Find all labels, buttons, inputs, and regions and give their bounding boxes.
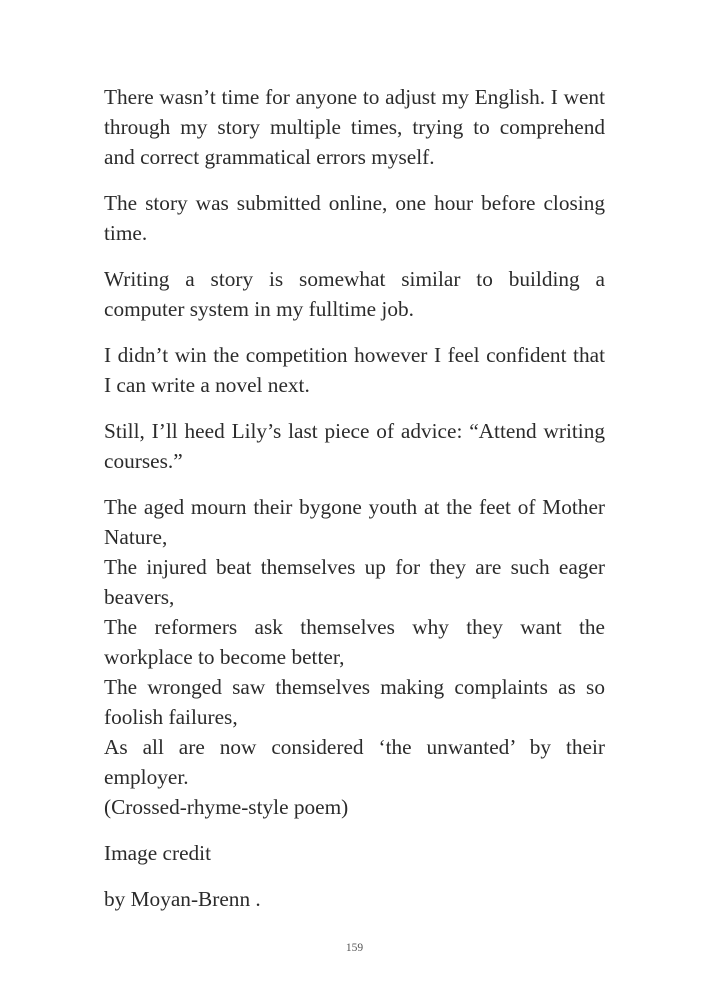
image-credit-label: Image credit	[104, 841, 212, 865]
poem-line: The wronged saw themselves making complaints as so foolish failures,	[104, 675, 605, 729]
poem-line: As all are now considered ‘the unwanted’ by their employer.	[104, 735, 605, 789]
poem-line: The reformers ask themselves why they want the workplace to become better,	[104, 615, 605, 669]
paragraph-english-editing: There wasn’t time for anyone to adjust my English. I went through my story multiple times, trying to comprehend and correct grammatical errors myself.	[104, 85, 605, 169]
poem-caption: (Crossed-rhyme-style poem)	[104, 795, 349, 819]
poem-line: The injured beat themselves up for they are such eager beavers,	[104, 555, 605, 609]
paragraph-advice: Still, I’ll heed Lily’s last piece of advice: “Attend writing courses.”	[104, 419, 605, 473]
paragraph-competition-result: I didn’t win the competition however I feel confident that I can write a novel next.	[104, 343, 605, 397]
poem-line: The aged mourn their bygone youth at the feet of Mother Nature,	[104, 495, 605, 549]
page-body	[104, 82, 605, 930]
paragraph-writing-comparison: Writing a story is somewhat similar to building a computer system in my fulltime job.	[104, 267, 605, 321]
image-credit-author: by Moyan-Brenn .	[104, 887, 261, 911]
paragraph-submission: The story was submitted online, one hour before closing time.	[104, 191, 605, 245]
poem	[104, 492, 605, 822]
page-number: 159	[345, 942, 364, 954]
